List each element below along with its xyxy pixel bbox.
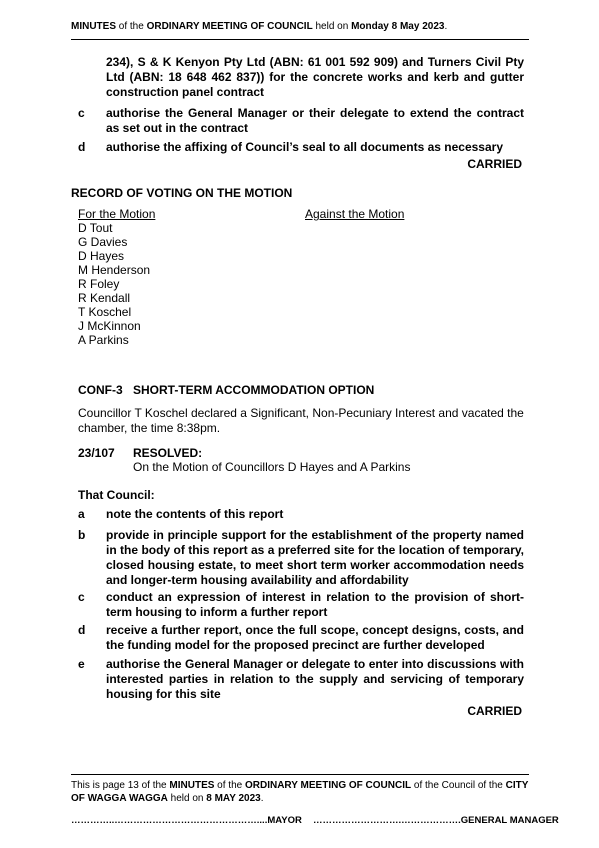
gm-label: GENERAL MANAGER (460, 815, 559, 826)
header-minutes: MINUTES (71, 21, 116, 32)
mayor-dots: …………..……………………………………….... (71, 815, 268, 826)
item-text: provide in principle support for the establishment of the property named in the body of this report as a preferred site for the location of temporary, closed housing estate, to meet short term worker accommodation needs and longer-term housing availability and affordability (106, 528, 524, 587)
carryover-text: 234), S & K Kenyon Pty Ltd (ABN: 61 001 592 909) and Turners Civil Pty Ltd (ABN: 18 648 462 837)) for the concrete works and kerb and gutter construction panel contract (106, 55, 524, 99)
resolution-label: RESOLVED: (133, 446, 203, 460)
mayor-signature-line (71, 815, 302, 826)
item-label: e (78, 657, 85, 671)
footer-page-note (71, 779, 531, 805)
item-label: a (78, 507, 85, 521)
mayor-label: MAYOR (267, 815, 302, 826)
voting-heading: RECORD OF VOTING ON THE MOTION (71, 186, 293, 200)
councillor-name: D Hayes (78, 249, 125, 263)
footer-part: of the (214, 780, 245, 791)
conf-code: CONF-3 (78, 383, 123, 397)
declaration-text: Councillor T Koschel declared a Significant, Non-Pecuniary Interest and vacated the chamber, the time 8:38pm. (78, 406, 524, 435)
item-text: receive a further report, once the full scope, concept designs, costs, and the funding model for the proposed precinct are further developed (106, 623, 524, 652)
header-held-on: held on (312, 21, 352, 32)
footer-part: This is page 13 of the (71, 780, 170, 791)
footer-part: . (260, 793, 264, 804)
header-of: of the (116, 21, 147, 32)
that-council: That Council: (78, 488, 155, 502)
councillor-name: A Parkins (78, 333, 129, 347)
item-text: authorise the affixing of Council’s seal to all documents as necessary (106, 140, 504, 154)
item-label: c (78, 106, 85, 120)
footer-part: 8 MAY 2023 (206, 793, 261, 804)
for-motion-label: For the Motion (78, 207, 156, 221)
carried-label: CARRIED (467, 704, 522, 718)
item-text: conduct an expression of interest in relation to the provision of short-term housing to inform a further report (106, 590, 524, 619)
footer-part: MINUTES (169, 780, 215, 791)
councillor-name: R Foley (78, 277, 120, 291)
item-text: note the contents of this report (106, 507, 284, 521)
carried-label: CARRIED (467, 157, 522, 171)
footer-part: CITY OF WAGGA WAGGA (71, 780, 529, 804)
conf-title: SHORT-TERM ACCOMMODATION OPTION (133, 383, 375, 397)
against-motion-label: Against the Motion (305, 207, 405, 221)
councillor-name: T Koschel (78, 305, 132, 319)
resolution-number: 23/107 (78, 446, 115, 460)
item-text: authorise the General Manager or their delegate to extend the contract as set out in the contract (106, 106, 524, 135)
gm-dots: ……………………….………………. (313, 815, 461, 826)
item-label: c (78, 590, 85, 604)
item-label: d (78, 623, 86, 637)
item-label: d (78, 140, 86, 154)
councillor-name: D Tout (78, 221, 113, 235)
item-text: authorise the General Manager or delegate to enter into discussions with interested parties in relation to the supply and servicing of temporary housing for this site (106, 657, 524, 701)
header-rule (71, 39, 529, 40)
header-date: Monday 8 May 2023 (351, 21, 445, 32)
footer-part: ORDINARY MEETING OF COUNCIL (244, 780, 412, 791)
councillor-name: G Davies (78, 235, 128, 249)
for-motion-list (78, 221, 150, 347)
footer-rule (71, 774, 529, 775)
footer-part: of the Council of the (411, 780, 506, 791)
header-meeting: ORDINARY MEETING OF COUNCIL (146, 21, 313, 32)
councillor-name: J McKinnon (78, 319, 141, 333)
footer-part: held on (167, 793, 207, 804)
councillor-name: R Kendall (78, 291, 131, 305)
page-header (71, 20, 528, 33)
resolution-motion: On the Motion of Councillors D Hayes and A Parkins (133, 460, 411, 474)
gm-signature-line (313, 815, 559, 826)
councillor-name: M Henderson (78, 263, 151, 277)
header-period: . (444, 21, 448, 32)
item-label: b (78, 528, 86, 542)
